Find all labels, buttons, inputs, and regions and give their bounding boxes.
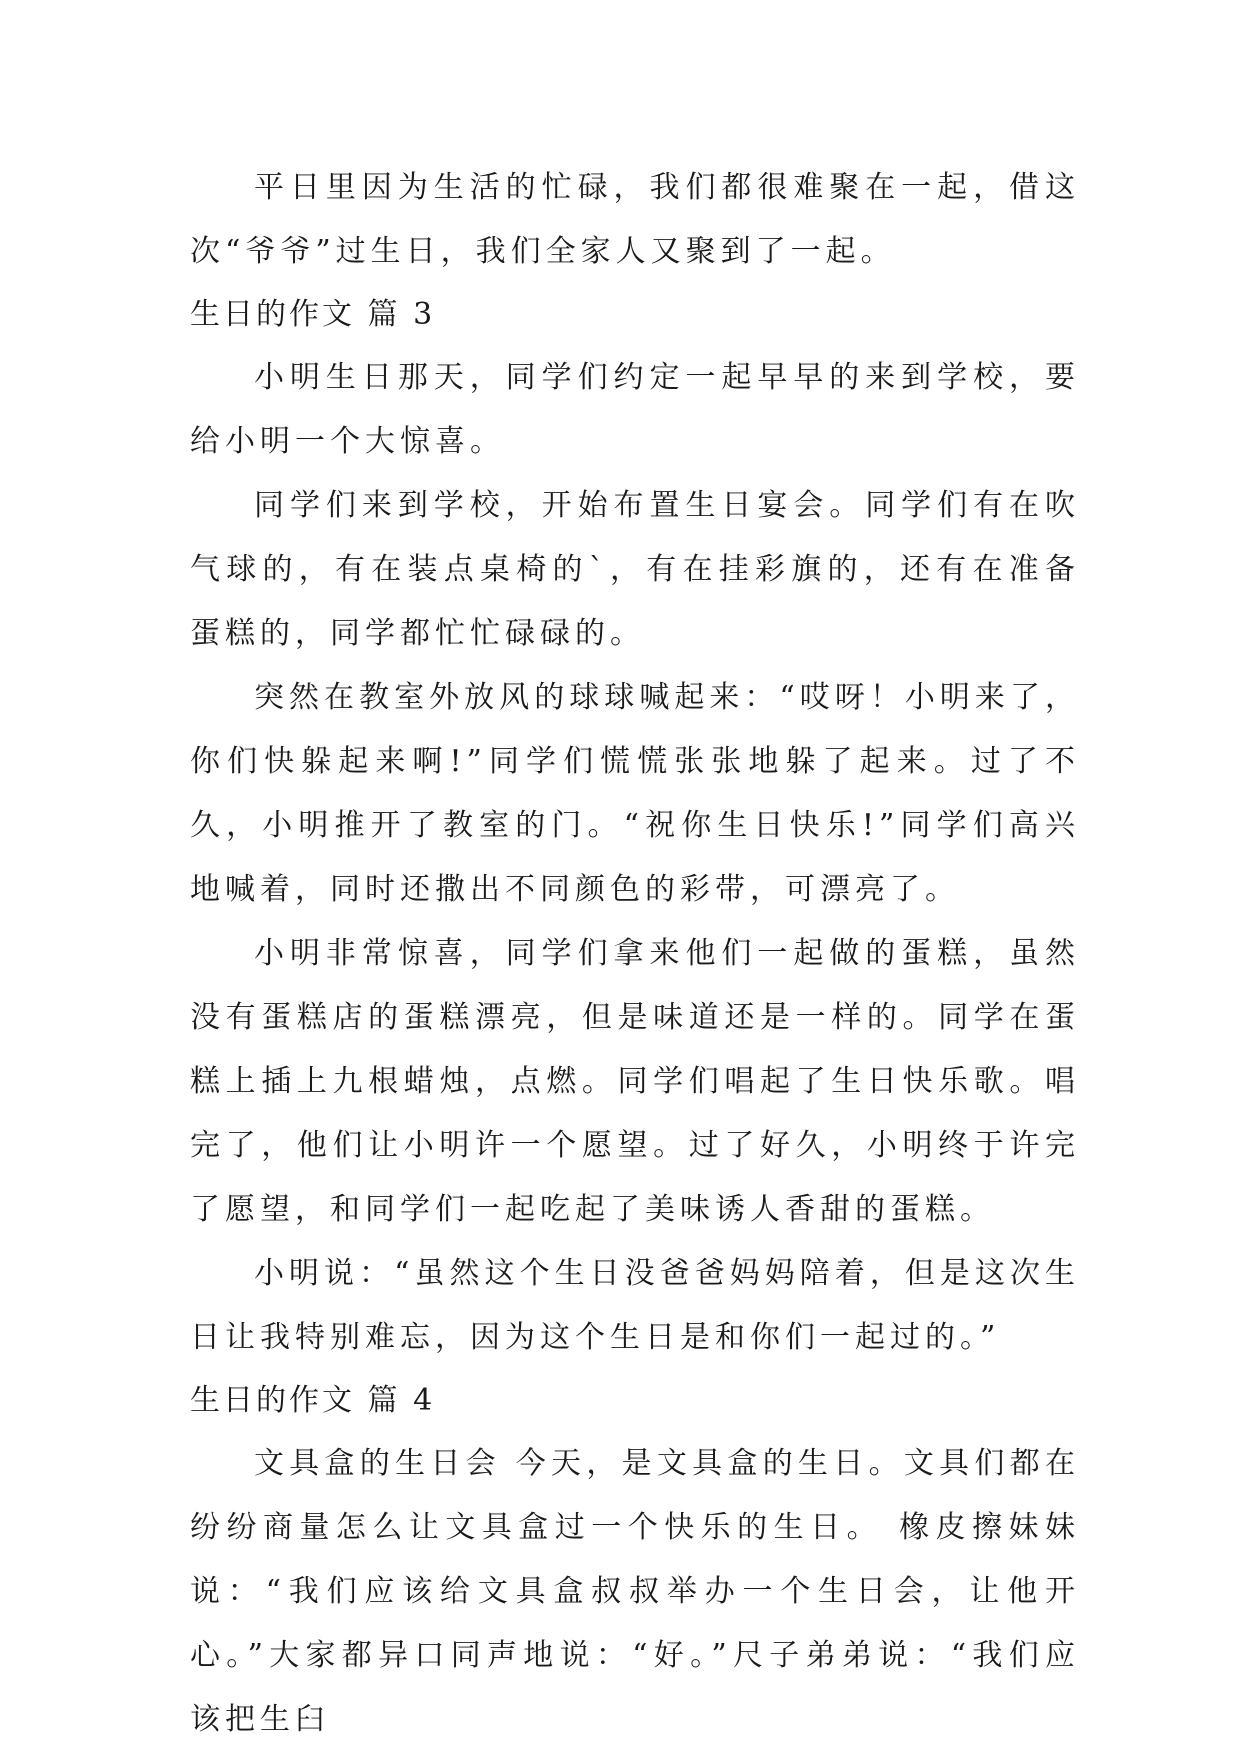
paragraph-xiaoming-quote: 小明说：“虽然这个生日没爸爸妈妈陪着，但是这次生日让我特别难忘，因为这个生日是和你们一起过的。”	[190, 1256, 1080, 1355]
paragraph-cake: 小明非常惊喜，同学们拿来他们一起做的蛋糕，虽然没有蛋糕店的蛋糕漂亮，但是味道还是一样的。同学在蛋糕上插上九根蜡烛，点燃。同学们唱起了生日快乐歌。唱完了，他们让小明许一个愿望。过了好久，小明终于许完了愿望，和同学们一起吃起了美味诱人香甜的蛋糕。	[190, 936, 1080, 1227]
document-body	[190, 156, 1080, 1752]
section-heading-3: 生日的作文 篇 3	[190, 297, 436, 332]
paragraph-pencil-case-party: 文具盒的生日会 今天，是文具盒的生日。文具们都在纷纷商量怎么让文具盒过一个快乐的生日。 橡皮擦妹妹说：“我们应该给文具盒叔叔举办一个生日会，让他开心。”大家都异口同声地说：“好。”尺子弟弟说：“我们应该把生臼	[190, 1446, 1080, 1737]
paragraph-family-gathering: 平日里因为生活的忙碌，我们都很难聚在一起，借这次“爷爷”过生日，我们全家人又聚到了一起。	[190, 170, 1080, 269]
paragraph-surprise: 突然在教室外放风的球球喊起来：“哎呀！小明来了，你们快躲起来啊!”同学们慌慌张张地躲了起来。过了不久，小明推开了教室的门。“祝你生日快乐!”同学们高兴地喊着，同时还撒出不同颜色的彩带，可漂亮了。	[190, 680, 1080, 907]
paragraph-party-preparation: 同学们来到学校，开始布置生日宴会。同学们有在吹气球的，有在装点桌椅的`，有在挂彩旗的，还有在准备蛋糕的，同学都忙忙碌碌的。	[190, 488, 1080, 651]
section-heading-4: 生日的作文 篇 4	[190, 1383, 436, 1418]
paragraph-xiaoming-birthday: 小明生日那天，同学们约定一起早早的来到学校，要给小明一个大惊喜。	[190, 360, 1080, 459]
